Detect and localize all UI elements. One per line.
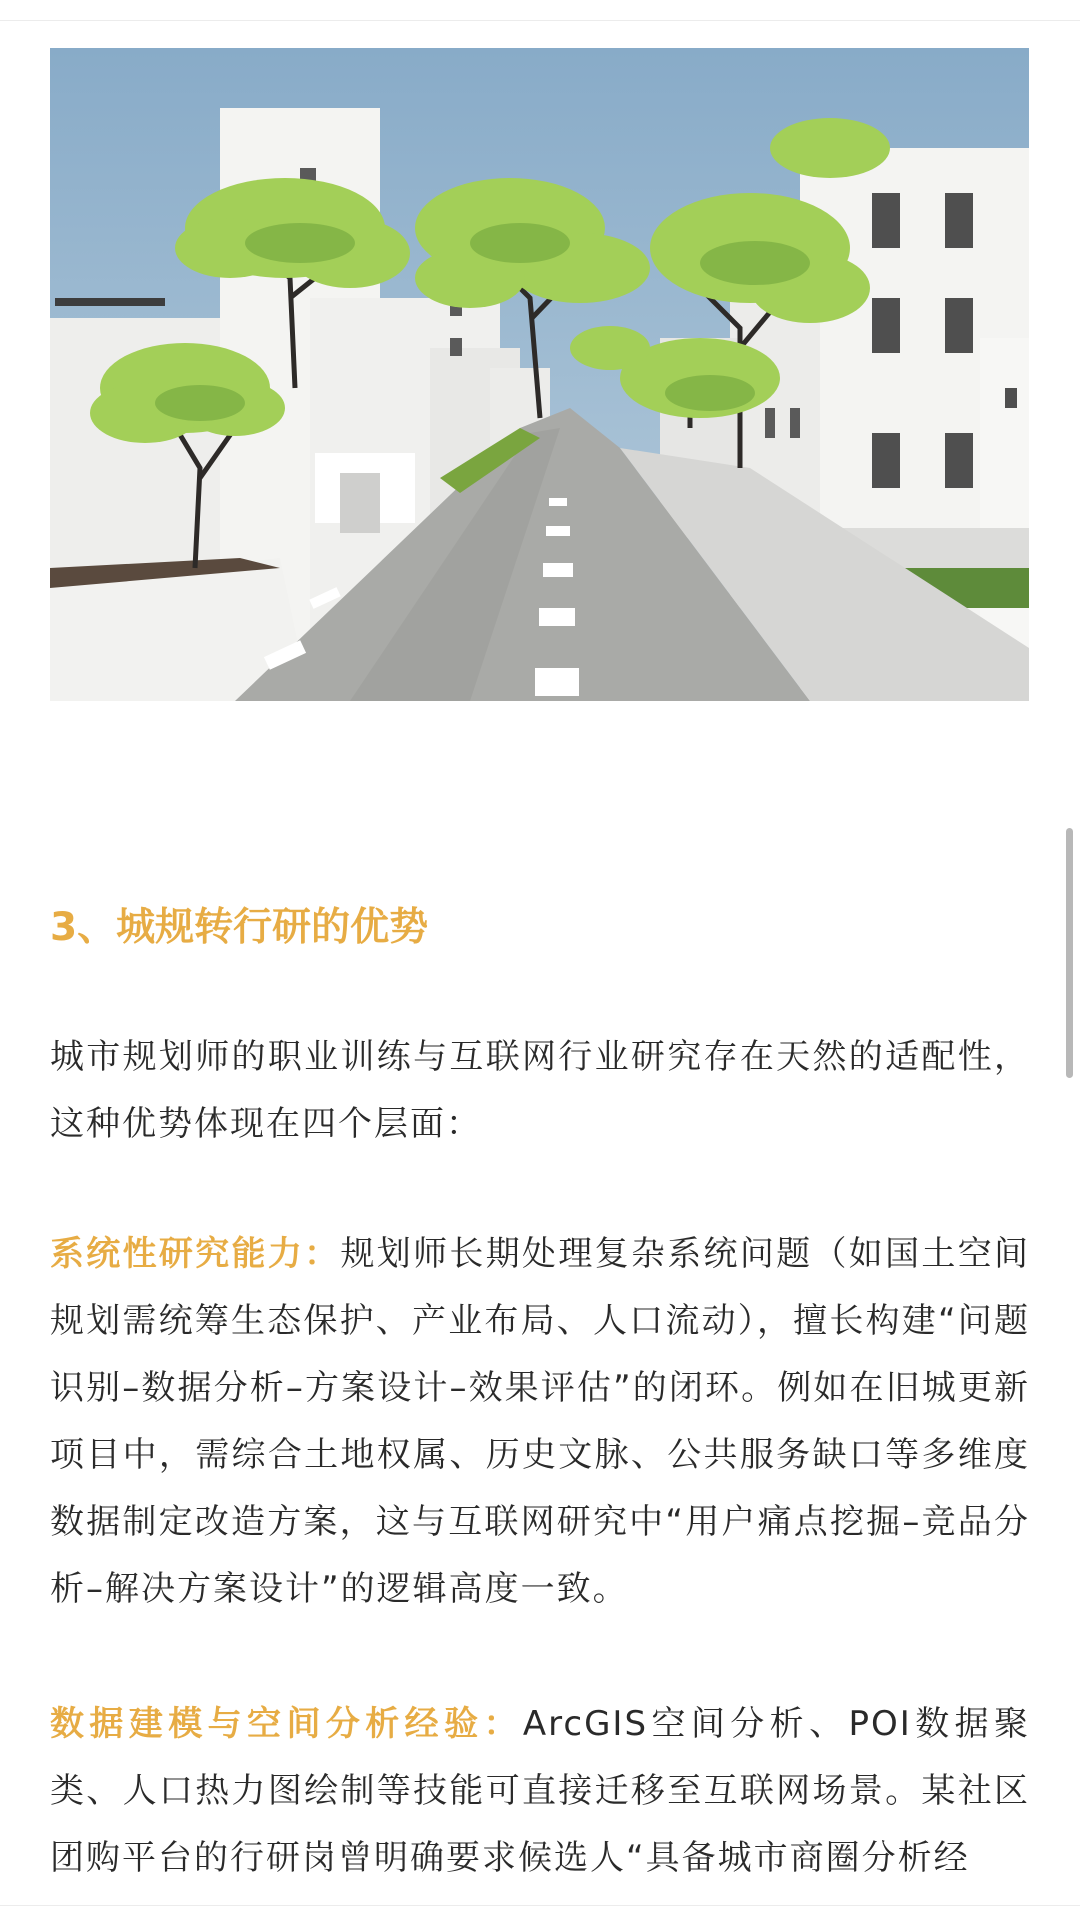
intro-paragraph [50,1024,1030,1158]
hero-image [50,48,1029,701]
bottom-divider [0,1905,1080,1906]
paragraph-highlight: 系统性研究能力： [50,1234,341,1274]
top-divider [0,20,1080,21]
scrollbar[interactable] [1066,828,1073,1078]
paragraph-text: ArcGIS空间分析、POI数据聚类、人口热力图绘制等技能可直接迁移至互联网场景。某社区团购平台的行研岗曾明确要求候选人“具备城市商圈分析经 [50,1704,1030,1878]
section-title: 3、城规转行研的优势 [50,905,429,950]
paragraph-data-modeling [50,1691,1030,1896]
paragraph-text: 规划师长期处理复杂系统问题（如国土空间规划需统筹生态保护、产业布局、人口流动），擅长构建“问题识别–数据分析–方案设计–效果评估”的闭环。例如在旧城更新项目中，需综合土地权属、历史文脉、公共服务缺口等多维度数据制定改造方案，这与互联网研究中“用户痛点挖掘–竞品分析–解决方案设计”的逻辑高度一致。 [50,1234,1031,1609]
paragraph-highlight: 数据建模与空间分析经验： [50,1704,523,1744]
paragraph-systematic-research [50,1221,1030,1623]
intro-text: 城市规划师的职业训练与互联网行业研究存在天然的适配性，这种优势体现在四个层面： [50,1037,1030,1144]
